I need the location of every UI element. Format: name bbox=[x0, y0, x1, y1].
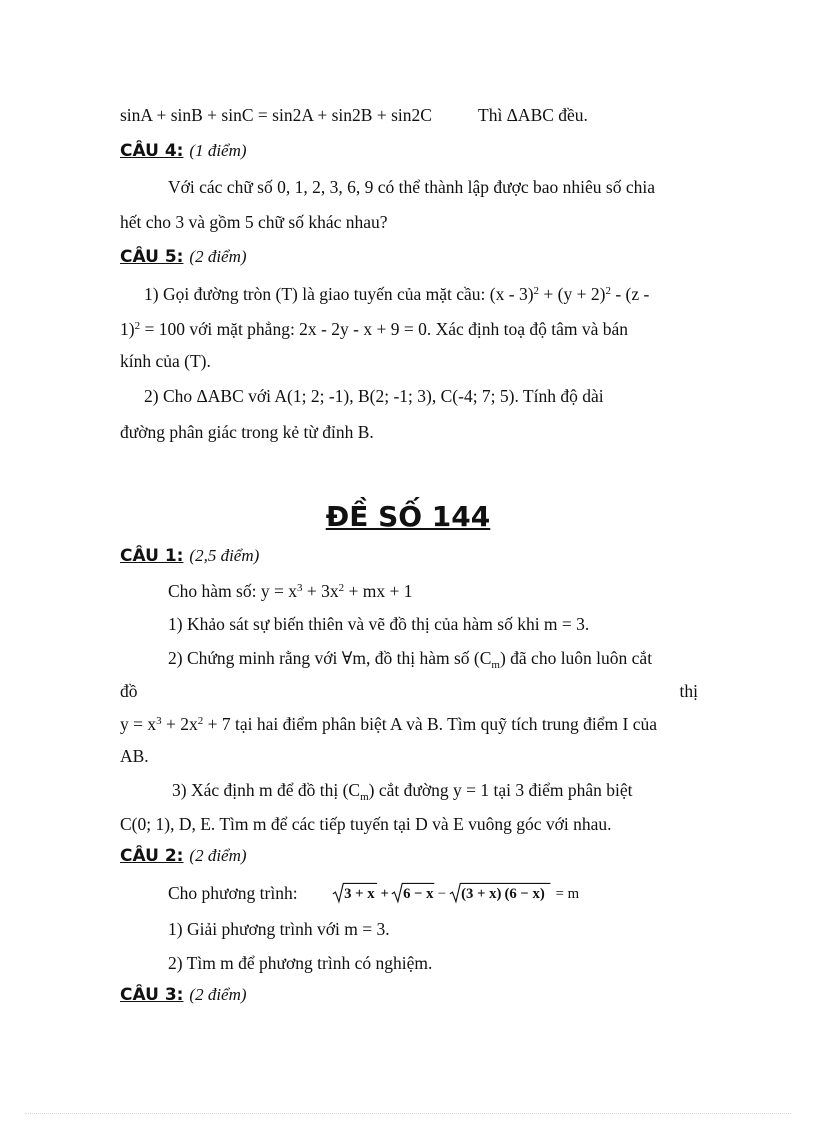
radicand-3b: (6 − x) bbox=[504, 886, 545, 903]
trig-conclusion-text: Thì ΔABC đều. bbox=[478, 105, 588, 125]
text: AB. bbox=[120, 746, 149, 766]
text: 3) Xác định m để đồ thị (C bbox=[172, 780, 361, 800]
cau2-part2 bbox=[168, 952, 432, 974]
cau1-part1 bbox=[168, 613, 589, 635]
points-value: 2,5 điểm bbox=[195, 546, 254, 565]
trig-conclusion bbox=[478, 104, 588, 126]
operator-plus: + bbox=[380, 886, 389, 903]
text: y = x bbox=[120, 714, 157, 734]
heading-cau-4 bbox=[120, 140, 247, 162]
text: hết cho 3 và gồm 5 chữ số khác nhau? bbox=[120, 212, 388, 232]
text: 1) Khảo sát sự biến thiên và vẽ đồ thị của hàm số khi m = 3. bbox=[168, 614, 590, 634]
cau1-part3-line-2 bbox=[120, 813, 612, 835]
text: đồ bbox=[120, 681, 138, 701]
page-footer-divider bbox=[25, 1113, 791, 1114]
operator-minus: − bbox=[437, 886, 447, 903]
heading-points: (1 điểm) bbox=[189, 141, 247, 160]
cau4-text-line-1 bbox=[168, 176, 655, 198]
text: 1) Gọi đường tròn (T) là giao tuyến của mặt cầu: (x - 3) bbox=[144, 284, 534, 304]
text: ) đã cho luôn luôn cắt bbox=[499, 648, 653, 668]
text: kính của (T). bbox=[120, 351, 211, 371]
cau1-part2-line-4 bbox=[120, 745, 149, 767]
text: 1) bbox=[120, 319, 135, 339]
text: ) cắt đường y = 1 tại 3 điểm phân biệt bbox=[368, 780, 633, 800]
text: C(0; 1), D, E. Tìm m để các tiếp tuyến tại D và E vuông góc với nhau. bbox=[120, 814, 612, 834]
text: thị bbox=[679, 681, 698, 701]
cau5-part1-line-3 bbox=[120, 350, 211, 372]
cau2-equation-intro bbox=[168, 882, 298, 904]
text: - (z - bbox=[610, 284, 650, 304]
superscript: 2 bbox=[134, 320, 141, 332]
points-value: 2 điểm bbox=[195, 846, 241, 865]
heading-label: CÂU 2: bbox=[120, 846, 184, 866]
heading-label: CÂU 4: bbox=[120, 141, 184, 161]
text: 2) Chứng minh rằng với ∀m, đồ thị hàm số (C bbox=[168, 648, 492, 668]
cau2-part1 bbox=[168, 918, 390, 940]
text: + mx + 1 bbox=[344, 581, 413, 601]
heading-cau-5 bbox=[120, 246, 247, 268]
radicand-1: 3 + x bbox=[344, 886, 375, 903]
radical-equation bbox=[312, 880, 612, 906]
trig-identity-line bbox=[120, 104, 432, 126]
trig-identity: sinA + sinB + sinC = sin2A + sin2B + sin2C bbox=[120, 105, 432, 125]
points-value: 2 điểm bbox=[195, 985, 241, 1004]
text: + (y + 2) bbox=[539, 284, 606, 304]
cau1-part2-line-2 bbox=[120, 680, 698, 702]
cau4-text-line-2 bbox=[120, 211, 388, 233]
superscript: 3 bbox=[156, 715, 162, 727]
heading-points: (2 điểm) bbox=[189, 247, 247, 266]
text: 1) Giải phương trình với m = 3. bbox=[168, 919, 390, 939]
heading-label: CÂU 5: bbox=[120, 247, 184, 267]
text: Với các chữ số 0, 1, 2, 3, 6, 9 có thể thành lập được bao nhiêu số chia bbox=[168, 177, 656, 197]
text: Cho phương trình: bbox=[168, 883, 298, 903]
heading-points: (2,5 điểm) bbox=[189, 546, 260, 565]
points-value: 2 điểm bbox=[195, 247, 241, 266]
superscript: 2 bbox=[533, 285, 540, 297]
cau5-part1-line-1 bbox=[144, 283, 649, 305]
heading-cau-2 bbox=[120, 845, 247, 867]
text: 2) Cho ΔABC với A(1; 2; -1), B(2; -1; 3), C(-4; 7; 5). Tính độ dài bbox=[144, 386, 604, 406]
heading-label: CÂU 3: bbox=[120, 985, 184, 1005]
radicand-3a: (3 + x) bbox=[461, 886, 502, 903]
text: + 7 tại hai điểm phân biệt A và B. Tìm quỹ tích trung điểm I của bbox=[203, 714, 658, 734]
cau1-part3-line-1 bbox=[172, 779, 632, 801]
heading-cau-3 bbox=[120, 984, 247, 1006]
text: = 100 với mặt phẳng: 2x - 2y - x + 9 = 0. Xác định toạ độ tâm và bán bbox=[140, 319, 629, 339]
cau1-function bbox=[168, 580, 412, 602]
superscript: 2 bbox=[197, 715, 204, 727]
subscript: m bbox=[360, 791, 369, 803]
subscript: m bbox=[491, 659, 500, 671]
text: + 2x bbox=[161, 714, 198, 734]
text: 2) Tìm m để phương trình có nghiệm. bbox=[168, 953, 433, 973]
cau1-part2-line-1 bbox=[168, 647, 652, 669]
heading-points: (2 điểm) bbox=[189, 846, 247, 865]
heading-cau-1 bbox=[120, 545, 259, 567]
superscript: 3 bbox=[296, 582, 303, 594]
radicand-2: 6 − x bbox=[403, 886, 434, 903]
points-value: 1 điểm bbox=[195, 141, 241, 160]
superscript: 2 bbox=[605, 285, 611, 297]
cau1-part2-line-3 bbox=[120, 713, 657, 735]
heading-label: CÂU 1: bbox=[120, 546, 184, 566]
text: đường phân giác trong kẻ từ đỉnh B. bbox=[120, 422, 374, 442]
exam-title: ĐỀ SỐ 144 bbox=[325, 500, 491, 533]
text: Cho hàm số: y = x bbox=[168, 581, 297, 601]
text: + 3x bbox=[302, 581, 339, 601]
cau5-part2-line-2 bbox=[120, 421, 374, 443]
cau5-part1-line-2 bbox=[120, 318, 628, 340]
superscript: 2 bbox=[338, 582, 345, 594]
cau5-part2-line-1 bbox=[144, 385, 604, 407]
equation-rhs: = m bbox=[555, 886, 580, 903]
heading-points: (2 điểm) bbox=[189, 985, 247, 1004]
